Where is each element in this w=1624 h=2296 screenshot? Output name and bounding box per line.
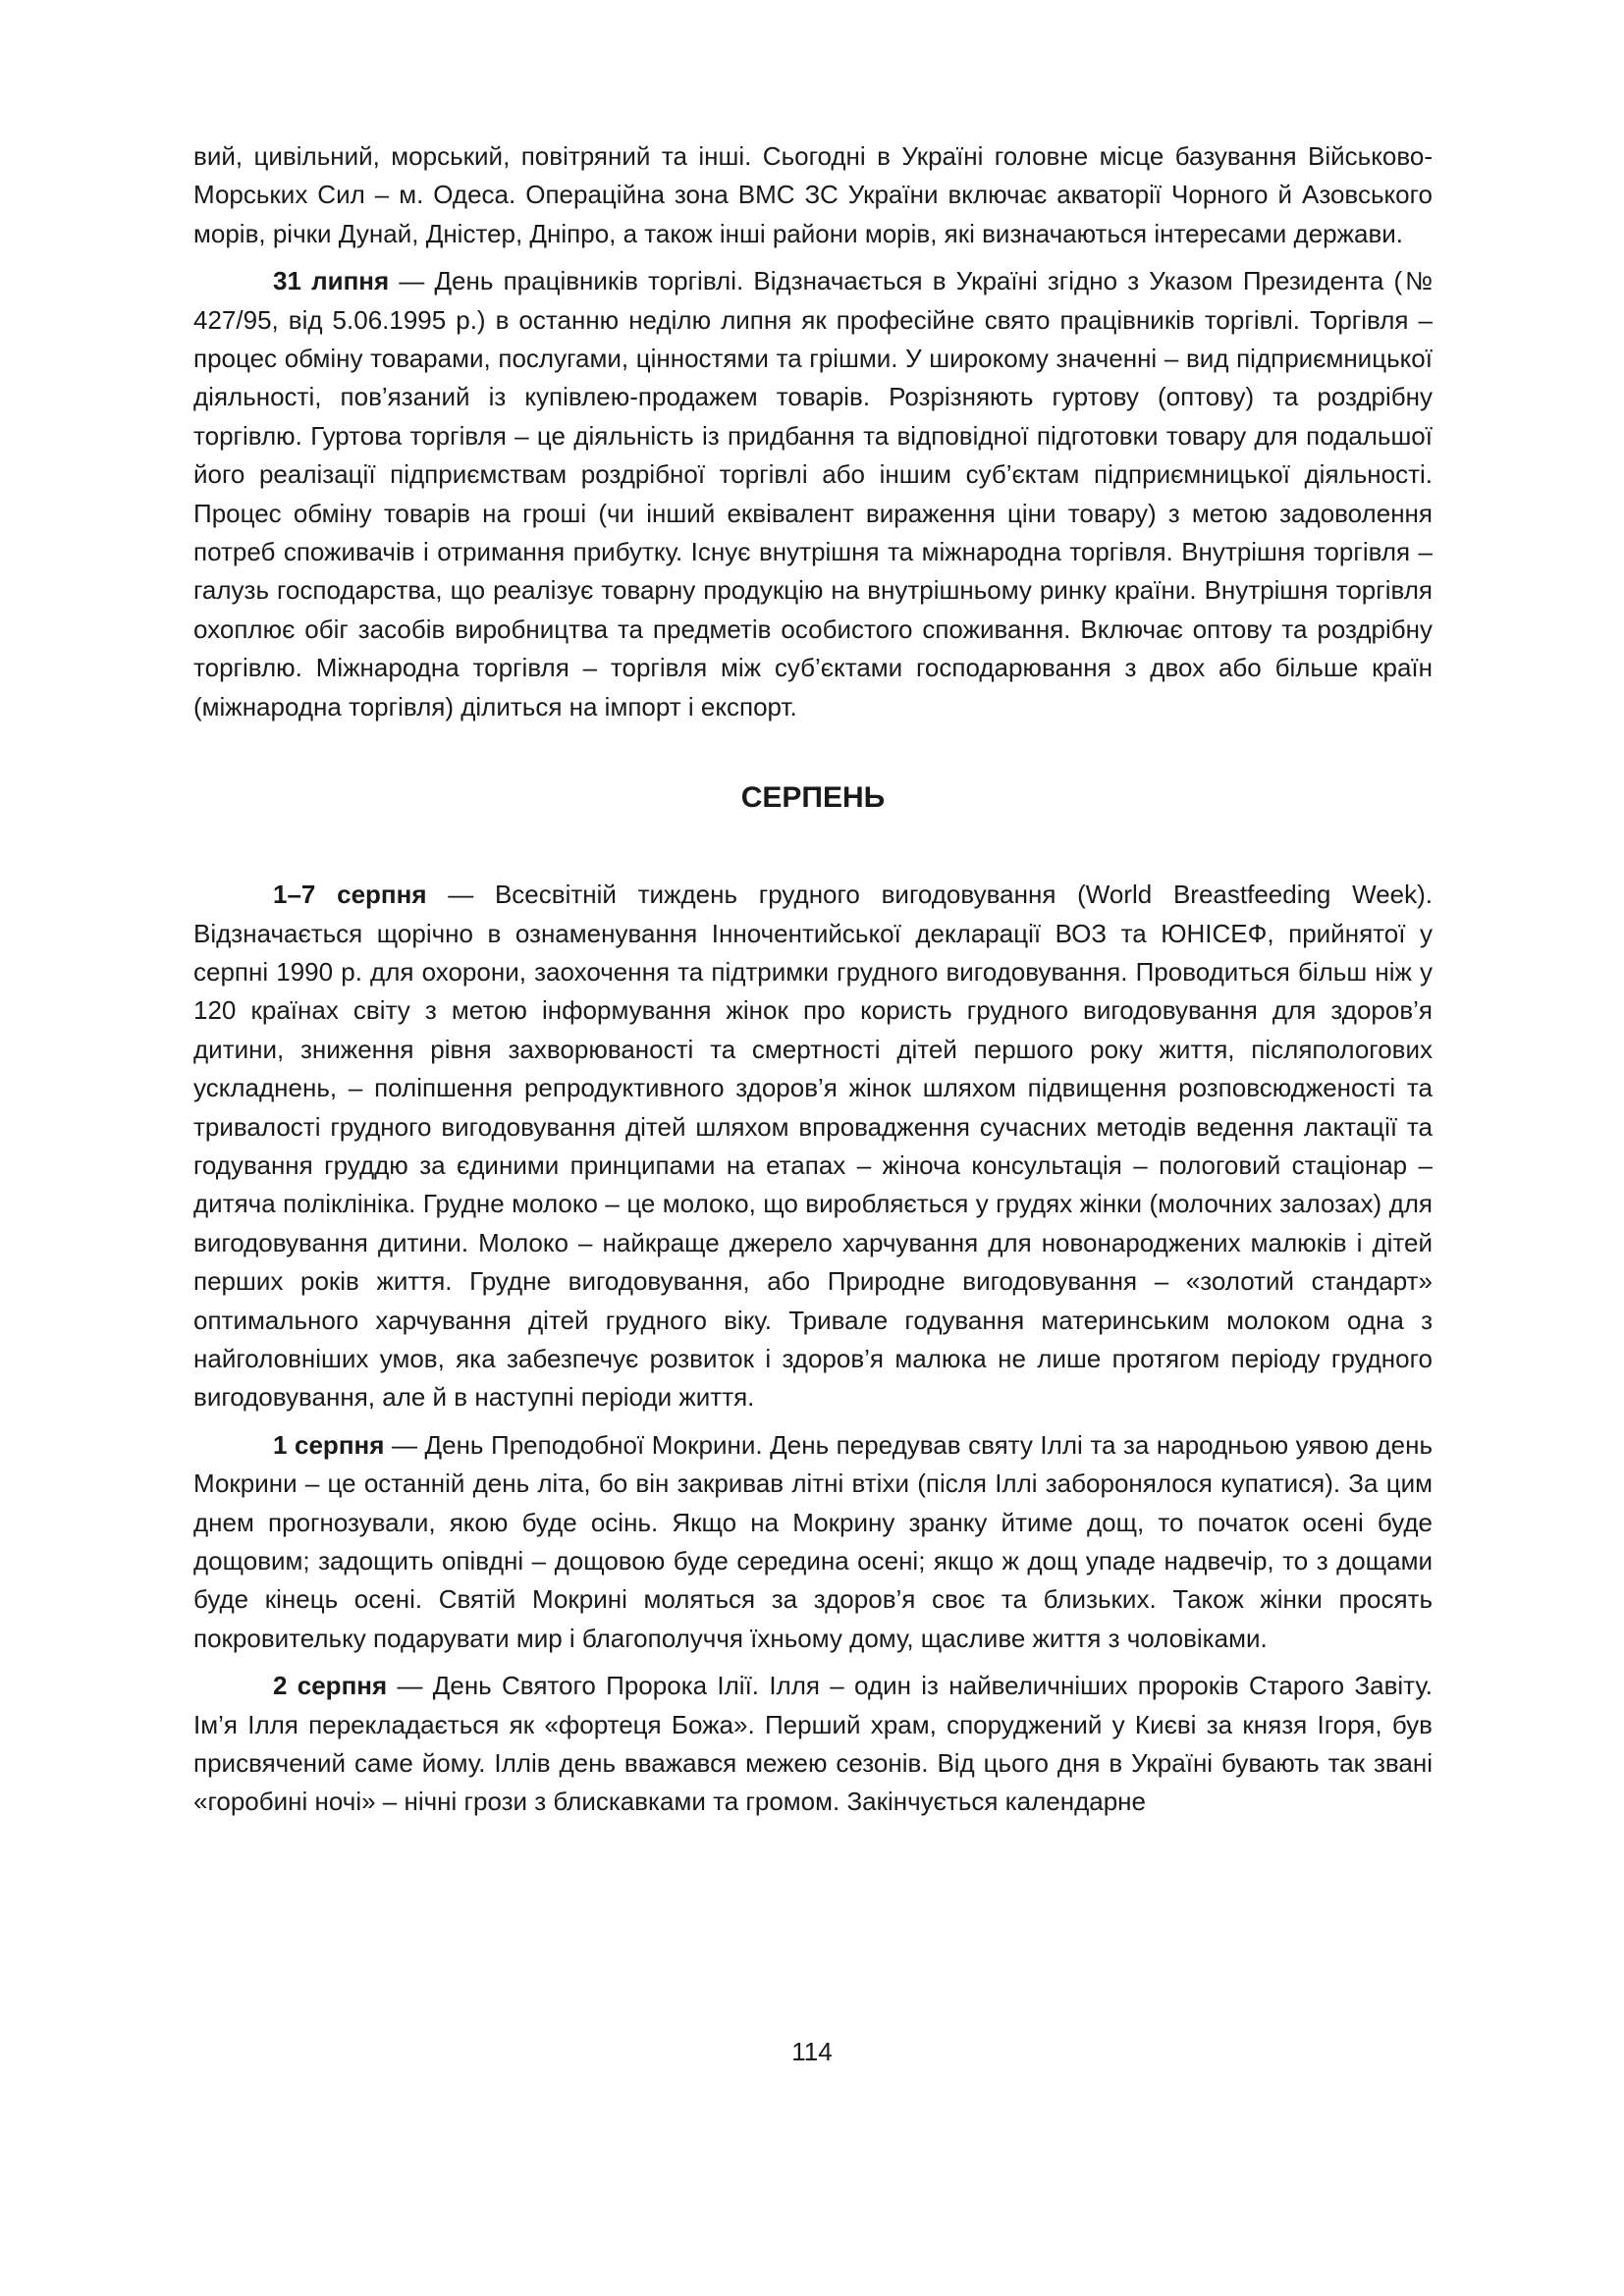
date-label: 31 липня [273,266,390,296]
section-heading: СЕРПЕНЬ [740,781,886,815]
paragraph-aug-1 [193,1426,1433,1658]
paragraph-text: вий, цивільний, морський, повітряний та інші. Сьогодні в Україні головне місце базування Військово-Морських Сил – м. Одеса. Операційна зона ВМС ЗС України включає акваторії Чорного й Азовського морів, річки Дунай, Дністер, Дніпро, а також інші райони морів, які визначаються інтересами держави. [193,141,1433,248]
page-number: 114 [791,2037,833,2066]
paragraph-aug-1-7 [193,876,1433,1417]
paragraph-text: — День Святого Пророка Ілії. Ілля – один із найвеличніших пророків Старого Завіту. Ім’я Ілля перекладається як «фортеця Божа». Перший храм, споруджений у Києві за князя Ігоря, був присвячений саме йому. Іллів день вважався межею сезонів. Від цього дня в Україні бувають так звані «горобині ночі» – нічні грози з блискавками та громом. Закінчується календарне [193,1671,1433,1817]
page-body [193,137,1433,1822]
paragraph-text: — День Преподобної Мокрини. День передував святу Іллі та за народньою уявою день Мокрини – це останній день літа, бо він закривав літні втіхи (після Іллі заборонялося купатися). За цим днем прогнозували, якою буде осінь. Якщо на Мокрину зранку йтиме дощ, то початок осені буде дощовим; задощить опівдні – дощовою буде середина осені; якщо ж дощ упаде надвечір, то з дощами буде кінець осені. Святій Мокрині моляться за здоров’я своє та близьких. Також жінки просять покровительку подарувати мир і благополуччя їхньому дому, щасливе життя з чоловіками. [193,1429,1433,1653]
date-label: 1–7 серпня [273,880,427,910]
date-label: 1 серпня [273,1429,385,1460]
date-label: 2 серпня [273,1671,388,1701]
paragraph-navy-continuation [193,137,1433,253]
paragraph-aug-2 [193,1667,1433,1822]
paragraph-text: — День працівників торгівлі. Відзначається в Україні згідно з Указом Президента (№ 427/95, від 5.06.1995 р.) в останню неділю липня як професійне свято працівників торгівлі. Торгівля – процес обміну товарами, послугами, цінностями та грішми. У широкому значенні – вид підприємницької діяльності, пов’язаний із купівлею-продажем товарів. Розрізняють гуртову (оптову) та роздрібну торгівлю. Гуртова торгівля – це діяльність із придбання та відповідної підготовки товару для подальшої його реалізації підприємствам роздрібної торгівлі або іншим суб’єктам підприємницької діяльності. Процес обміну товарів на гроші (чи інший еквівалент вираження ціни товару) з метою задоволення потреб споживачів і отримання прибутку. Існує внутрішня та міжнародна торгівля. Внутрішня торгівля – галузь господарства, що реалізує товарну продукцію на внутрішньому ринку країни. Внутрішня торгівля охоплює обіг засобів виробництва та предметів особистого споживання. Включає оптову та роздрібну торгівлю. Міжнародна торгівля – торгівля між суб’єктами господарювання з двох або більше країн (міжнародна торгівля) ділиться на імпорт і експорт. [193,266,1433,721]
paragraph-text: — Всесвітній тиждень грудного вигодовування (World Breastfeeding Week). Відзначається щорічно в ознаменування Інночентийської декларації ВОЗ та ЮНІСЕФ, прийнятої у серпні 1990 р. для охорони, заохочення та підтримки грудного вигодовування. Проводиться більш ніж у 120 країнах світу з метою інформування жінок про користь грудного вигодовування для здоров’я дитини, зниження рівня захворюваності та смертності дітей першого року життя, післяпологових ускладнень, – поліпшення репродуктивного здоров’я жінок шляхом підвищення розповсюдженості та тривалості грудного вигодовування дітей шляхом впровадження сучасних методів ведення лактації та годування груддю за єдиними принципами на етапах – жіноча консультація – пологовий стаціонар – дитяча поліклініка. Грудне молоко – це молоко, що виробляється у грудях жінки (молочних залозах) для вигодовування дитини. Молоко – найкраще джерело харчування для новонароджених малюків і дітей перших років життя. Грудне вигодовування, або Природне вигодовування – «золотий стандарт» оптимального харчування дітей грудного віку. Тривале годування материнським молоком одна з найголовніших умов, яка забезпечує розвиток і здоров’я малюка не лише протягом періоду грудного вигодовування, але й в наступні періоди життя. [193,880,1433,1413]
paragraph-july-31 [193,262,1433,726]
